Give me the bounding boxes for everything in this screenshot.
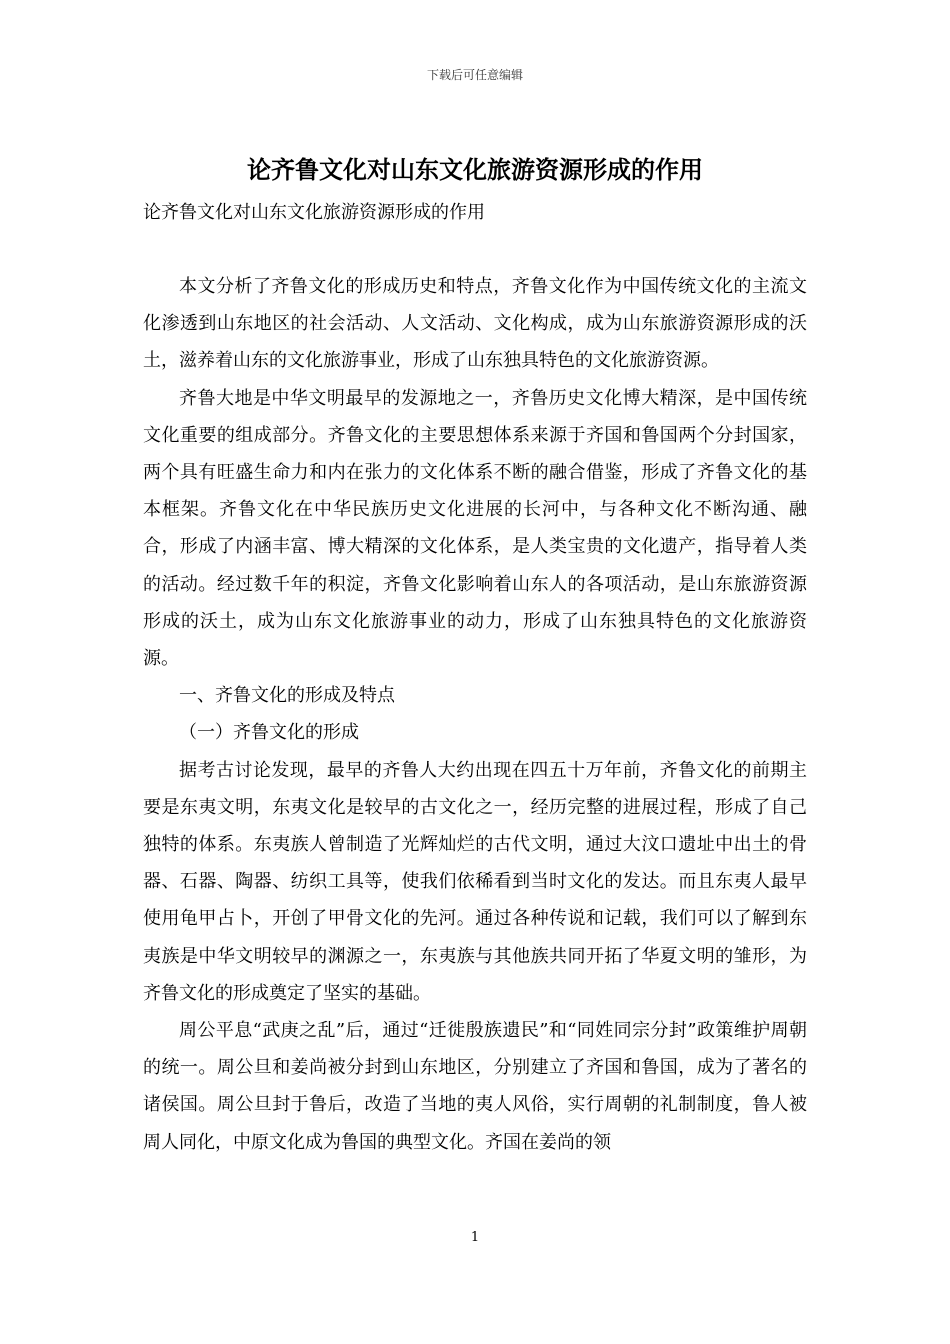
document-title: 论齐鲁文化对山东文化旅游资源形成的作用: [247, 155, 703, 184]
paragraph-zhougong: 周公平息“武庚之乱”后，通过“迁徙殷族遗民”和“同姓同宗分封”政策维护周朝的统一。周公旦和姜尚被分封到山东地区，分别建立了齐国和鲁国，成为了著名的诸侯国。周公旦封于鲁后，改造了当地的夷人风俗，实行周朝的礼制制度，鲁人被周人同化，中原文化成为鲁国的典型文化。齐国在姜尚的领: [143, 1020, 807, 1153]
subsection-heading-1-1: （一）齐鲁文化的形成: [179, 722, 359, 744]
document-subtitle: 论齐鲁文化对山东文化旅游资源形成的作用: [143, 202, 485, 223]
paragraph-dongyi: 据考古讨论发现，最早的齐鲁人大约出现在四五十万年前，齐鲁文化的前期主要是东夷文明，东夷文化是较早的古文化之一，经历完整的进展过程，形成了自己独特的体系。东夷族人曾制造了光辉灿烂的古代文明，通过大汶口遗址中出土的骨器、石器、陶器、纺织工具等，使我们依稀看到当时文化的发达。而且东夷人最早使用龟甲占卜，开创了甲骨文化的先河。通过各种传说和记载，我们可以了解到东夷族是中华文明较早的渊源之一，东夷族与其他族共同开拓了华夏文明的雏形，为齐鲁文化的形成奠定了坚实的基础。: [143, 759, 807, 1004]
paragraph-intro: 齐鲁大地是中华文明最早的发源地之一，齐鲁历史文化博大精深，是中国传统文化重要的组成部分。齐鲁文化的主要思想体系来源于齐国和鲁国两个分封国家，两个具有旺盛生命力和内在张力的文化体系不断的融合借鉴，形成了齐鲁文化的基本框架。齐鲁文化在中华民族历史文化进展的长河中，与各种文化不断沟通、融合，形成了内涵丰富、博大精深的文化体系，是人类宝贵的文化遗产，指导着人类的活动。经过数千年的积淀，齐鲁文化影响着山东人的各项活动，是山东旅游资源形成的沃土，成为山东文化旅游事业的动力，形成了山东独具特色的文化旅游资源。: [143, 387, 807, 670]
section-heading-1: 一、齐鲁文化的形成及特点: [179, 685, 395, 707]
page-header-note: 下载后可任意编辑: [426, 68, 523, 82]
document-body: [143, 268, 807, 1161]
paragraph-abstract: 本文分析了齐鲁文化的形成历史和特点，齐鲁文化作为中国传统文化的主流文化渗透到山东地区的社会活动、人文活动、文化构成，成为山东旅游资源形成的沃土，滋养着山东的文化旅游事业，形成了山东独具特色的文化旅游资源。: [143, 276, 807, 372]
page-number: 1: [470, 1230, 480, 1245]
